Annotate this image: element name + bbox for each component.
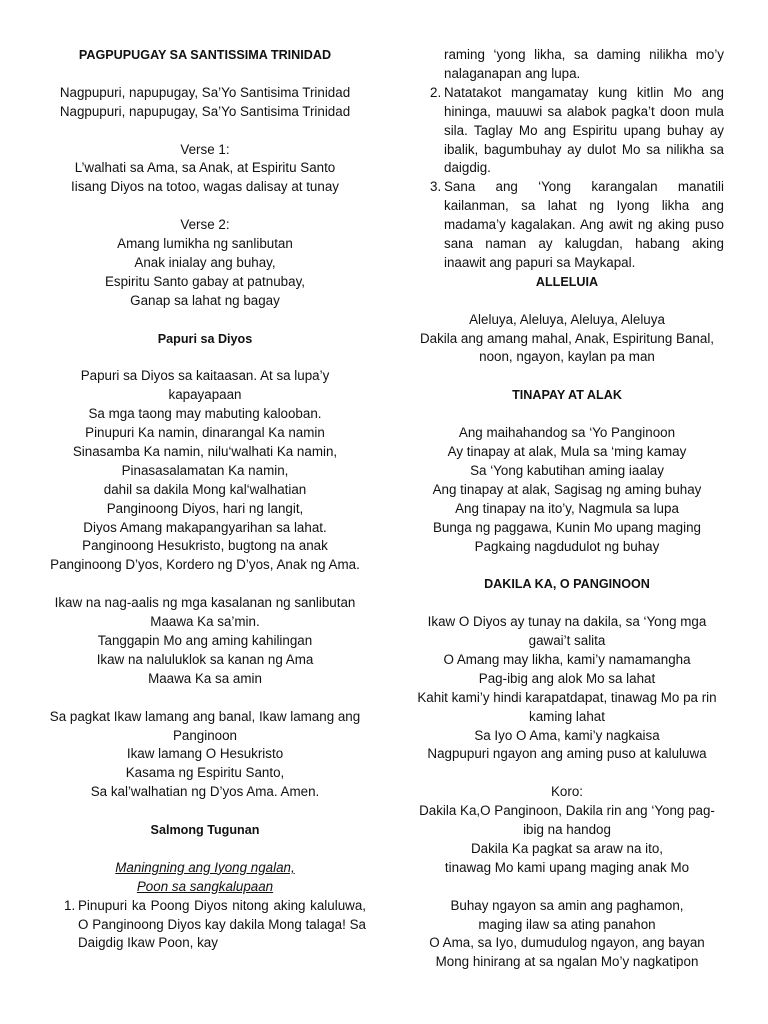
lyric-line: Dakila Ka,O Panginoon, Dakila rin ang ‘Yong pag-ibig na handog bbox=[419, 803, 715, 838]
song-title-trinidad: PAGPUPUGAY SA SANTISSIMA TRINIDAD bbox=[78, 48, 332, 62]
lyric-line: Nagpupuri ngayon ang aming puso at kaluluwa bbox=[427, 746, 707, 762]
psalm-response-line: Poon sa sangkalupaan bbox=[136, 878, 274, 894]
song-title-salmo: Salmong Tugunan bbox=[150, 823, 260, 838]
psalm-verse-3 bbox=[410, 178, 724, 273]
left-column bbox=[44, 46, 366, 953]
lyric-line: Papuri sa Diyos sa kaitaasan. At sa lupa’y kapayapaan bbox=[80, 368, 330, 403]
lyric-line: Mong hinirang at sa ngalan Mo’y nagkatipon bbox=[435, 954, 699, 970]
verse-line: Amang lumikha ng sanlibutan bbox=[117, 236, 293, 252]
psalm-verse-text: raming ‘yong likha, sa daming nilikha mo’y nalaganapan ang lupa. bbox=[444, 47, 724, 81]
song-title-dakila: DAKILA KA, O PANGINOON bbox=[484, 577, 650, 592]
verse-line: Espiritu Santo gabay at patnubay, bbox=[104, 273, 305, 289]
lyric-line: Ikaw na naluluklok sa kanan ng Ama bbox=[96, 651, 314, 667]
lyric-line: Maawa Ka sa’min. bbox=[150, 614, 260, 630]
lyric-line: Sa pagkat Ikaw lamang ang banal, Ikaw lamang ang Panginoon bbox=[49, 708, 361, 743]
verse-line: L’walhati sa Ama, sa Anak, at Espiritu Santo bbox=[74, 160, 336, 176]
verse-line: Anak inialay ang buhay, bbox=[134, 254, 276, 270]
psalm-verse-text: Pinupuri ka Poong Diyos nitong aking kaluluwa, O Panginoong Diyos kay dakila Mong talaga! Sa Daigdig Ikaw Poon, kay bbox=[78, 897, 366, 951]
lyric-line: Dakila Ka pagkat sa araw na ito, bbox=[470, 840, 664, 856]
lyric-line: Pinasasalamatan Ka namin, bbox=[121, 462, 289, 478]
psalm-verse-text: Natatakot mangamatay kung kitlin Mo ang hininga, mauuwi sa alabok pagka’t doon mula sila. Taglay Mo ang Espiritu upang buhay ay ibalik, bagumbuhay ay dulot Mo sa nilikha sa daigdig. bbox=[444, 84, 724, 176]
lyric-line: noon, ngayon, kaylan pa man bbox=[479, 349, 655, 365]
intro-line: Nagpupuri, napupugay, Sa’Yo Santisima Trinidad bbox=[59, 103, 351, 119]
psalm-verse-text: Sana ang ‘Yong karangalan manatili kailanman, sa lahat ng Iyong likha ang madama’y kagalakan. Ang awit ng aking puso sana naman ay kalugdan, habang aking inaawit ang papuri sa Maykapal. bbox=[444, 179, 724, 270]
list-number: 3. bbox=[430, 179, 442, 195]
verse-line: Ganap sa lahat ng bagay bbox=[130, 292, 280, 308]
lyric-line: Dakila ang amang mahal, Anak, Espiritung Banal, bbox=[419, 330, 715, 346]
lyric-line: Sa ‘Yong kabutihan aming iaalay bbox=[470, 462, 664, 478]
lyric-line: tinawag Mo kami upang maging anak Mo bbox=[444, 859, 690, 875]
lyric-line: Sa Iyo O Ama, kami’y nagkaisa bbox=[474, 727, 660, 743]
lyric-line: Panginoong Diyos, hari ng langit, bbox=[106, 500, 304, 516]
lyric-line: Ang tinapay na ito’y, Nagmula sa lupa bbox=[455, 500, 679, 516]
lyric-line: Bunga ng paggawa, Kunin Mo upang maging bbox=[432, 519, 701, 535]
lyric-line: Ikaw lamang O Hesukristo bbox=[126, 746, 284, 762]
lyric-line: Ang maihahandog sa ‘Yo Panginoon bbox=[458, 425, 676, 441]
lyric-line: Sinasamba Ka namin, nilu‘walhati Ka namin, bbox=[72, 443, 338, 459]
lyric-line: Kahit kami’y hindi karapatdapat, tinawag Mo pa rin kaming lahat bbox=[417, 689, 717, 724]
verse-label: Verse 2: bbox=[180, 217, 230, 233]
lyric-line: Kasama ng Espiritu Santo, bbox=[125, 765, 285, 781]
psalm-verse-1 bbox=[44, 897, 366, 954]
song-title-papuri: Papuri sa Diyos bbox=[157, 331, 253, 346]
lyric-line: Sa mga taong may mabuting kalooban. bbox=[88, 406, 322, 422]
lyric-line: Ikaw O Diyos ay tunay na dakila, sa ‘Yong mga gawai’t salita bbox=[427, 614, 707, 649]
lyric-line: O Ama, sa Iyo, dumudulog ngayon, ang bayan bbox=[429, 935, 705, 951]
lyric-line: Pagkaing nagdudulot ng buhay bbox=[474, 538, 660, 554]
lyric-line: maging ilaw sa ating panahon bbox=[478, 916, 656, 932]
lyric-line: Pag-ibig ang alok Mo sa lahat bbox=[478, 670, 656, 686]
lyric-line: Maawa Ka sa amin bbox=[148, 670, 262, 686]
psalm-response-line: Maningning ang Iyong ngalan, bbox=[115, 859, 295, 875]
lyric-line: Diyos Amang makapangyarihan sa lahat. bbox=[83, 519, 327, 535]
lyric-line: Panginoong Hesukristo, bugtong na anak bbox=[82, 538, 328, 554]
psalm-verse-2 bbox=[410, 84, 724, 179]
lyric-line: Ang tinapay at alak, Sagisag ng aming buhay bbox=[432, 481, 702, 497]
lyric-line: Ay tinapay at alak, Mula sa ‘ming kamay bbox=[447, 443, 687, 459]
list-number: 2. bbox=[430, 84, 442, 100]
verse-line: Iisang Diyos na totoo, wagas dalisay at tunay bbox=[71, 179, 339, 195]
lyric-line: Panginoong D’yos, Kordero ng D’yos, Anak ng Ama. bbox=[50, 557, 360, 573]
list-number: 1. bbox=[64, 897, 76, 913]
intro-line: Nagpupuri, napupugay, Sa’Yo Santisima Trinidad bbox=[59, 84, 351, 100]
song-title-alleluia: ALLELUIA bbox=[535, 274, 599, 289]
lyric-line: dahil sa dakila Mong kal‘walhatian bbox=[103, 481, 307, 497]
song-title-tinapay: TINAPAY AT ALAK bbox=[512, 388, 622, 403]
verse-label: Verse 1: bbox=[180, 141, 230, 157]
lyric-line: Pinupuri Ka namin, dinarangal Ka namin bbox=[85, 425, 325, 441]
psalm-verse-1-continued bbox=[410, 46, 724, 84]
chorus-label: Koro: bbox=[550, 784, 583, 800]
right-column bbox=[410, 46, 724, 972]
lyric-line: O Amang may likha, kami’y namamangha bbox=[443, 651, 691, 667]
lyric-line: Aleluya, Aleluya, Aleluya, Aleluya bbox=[469, 311, 665, 327]
lyric-line: Sa kal’walhatian ng D’yos Ama. Amen. bbox=[90, 784, 320, 800]
lyric-line: Ikaw na nag-aalis ng mga kasalanan ng sanlibutan bbox=[54, 595, 356, 611]
lyric-line: Buhay ngayon sa amin ang paghamon, bbox=[450, 897, 684, 913]
lyric-line: Tanggapin Mo ang aming kahilingan bbox=[97, 633, 313, 648]
